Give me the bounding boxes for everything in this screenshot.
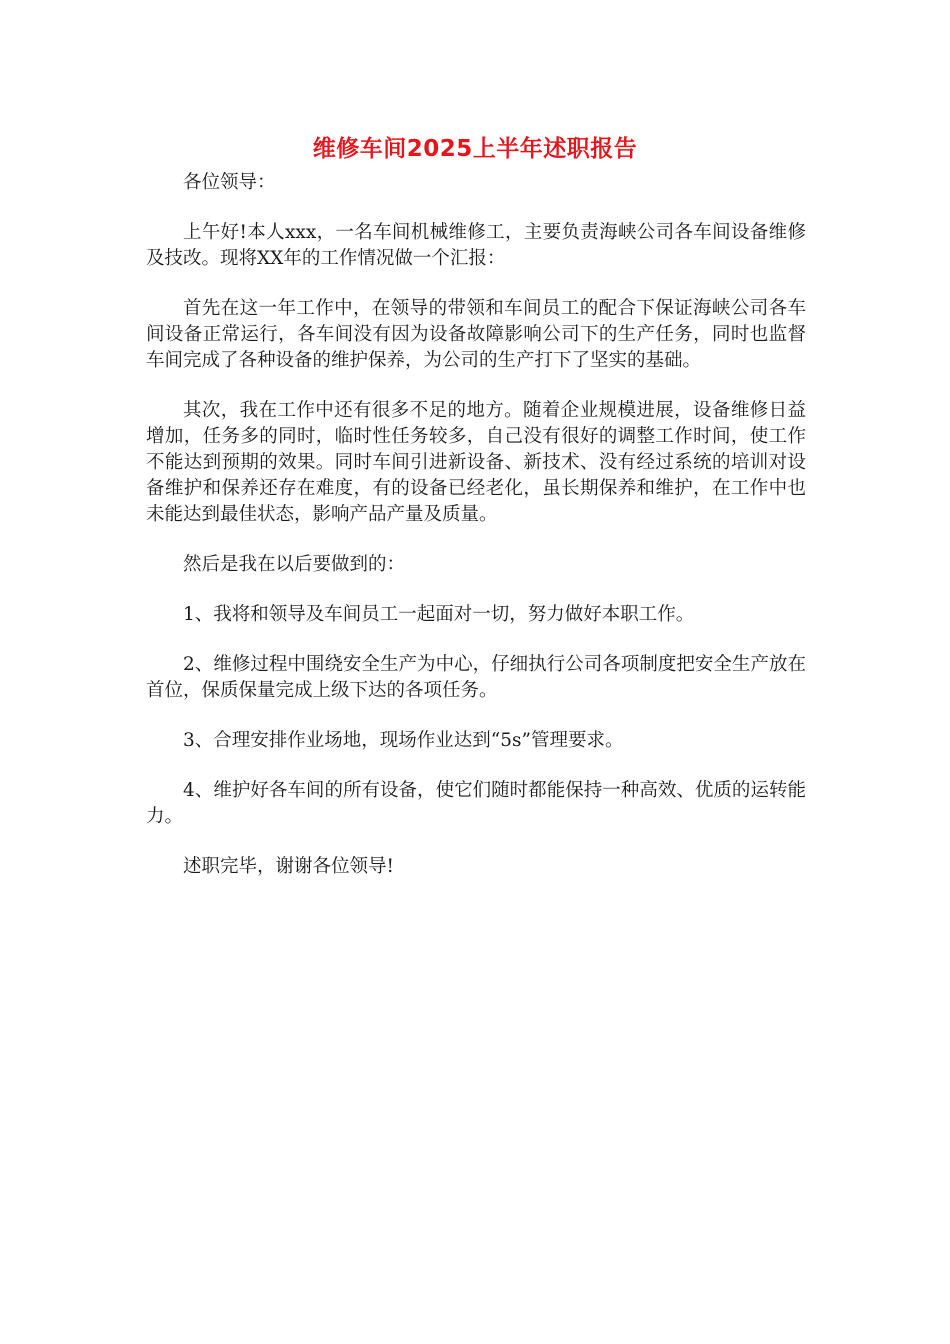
plan-item-4: 4、维护好各车间的所有设备，使它们随时都能保持一种高效、优质的运转能力。 — [146, 780, 806, 827]
paragraph-intro: 上午好!本人xxx，一名车间机械维修工，主要负责海峡公司各车间设备维修及技改。现将XX年的工作情况做一个汇报： — [146, 222, 806, 269]
greeting: 各位领导： — [183, 172, 276, 193]
plan-item-1: 1、我将和领导及车间员工一起面对一切，努力做好本职工作。 — [183, 604, 695, 625]
paragraph-achievements: 首先在这一年工作中，在领导的带领和车间员工的配合下保证海峡公司各车间设备正常运行，各车间没有因为设备故障影响公司下的生产任务，同时也监督车间完成了各种设备的维护保养，为公司的生产打下了坚实的基础。 — [146, 298, 806, 371]
document-title: 维修车间2025上半年述职报告 — [312, 136, 638, 162]
closing: 述职完毕，谢谢各位领导! — [183, 856, 394, 877]
document-body — [146, 170, 806, 904]
plan-item-2: 2、维修过程中围绕安全生产为中心，仔细执行公司各项制度把安全生产放在首位，保质保量完成上级下达的各项任务。 — [146, 654, 806, 701]
plan-item-3: 3、合理安排作业场地，现场作业达到“5s”管理要求。 — [183, 730, 624, 751]
paragraph-plans-heading: 然后是我在以后要做到的： — [183, 554, 406, 575]
paragraph-shortcomings: 其次，我在工作中还有很多不足的地方。随着企业规模进展，设备维修日益增加，任务多的同时，临时性任务较多，自己没有很好的调整工作时间，使工作不能达到预期的效果。同时车间引进新设备、新技术、没有经过系统的培训对设备维护和保养还存在难度，有的设备已经老化，虽长期保养和维护，在工作中也未能达到最佳状态，影响产品产量及质量。 — [146, 400, 806, 525]
